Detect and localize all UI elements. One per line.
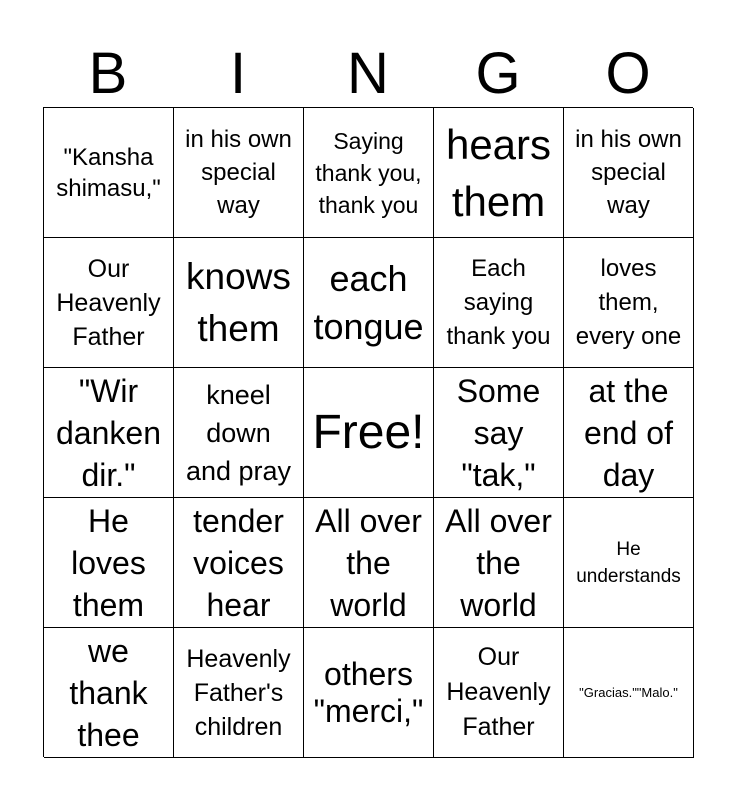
header-letter-g: G bbox=[475, 41, 521, 106]
bingo-cell-n4[interactable]: All over the world bbox=[304, 498, 434, 628]
bingo-cell-b4[interactable]: He loves them bbox=[44, 498, 174, 628]
bingo-cell-g4[interactable]: All over the world bbox=[434, 498, 564, 628]
bingo-cell-free[interactable]: Free! bbox=[304, 368, 434, 498]
bingo-cell-n1[interactable]: Saying thank you, thank you bbox=[304, 108, 434, 238]
bingo-cell-o4[interactable]: He understands bbox=[564, 498, 694, 628]
bingo-grid bbox=[43, 107, 693, 757]
bingo-cell-g5[interactable]: Our Heavenly Father bbox=[434, 628, 564, 758]
bingo-cell-i1[interactable]: in his own special way bbox=[174, 108, 304, 238]
bingo-cell-i3[interactable]: kneel down and pray bbox=[174, 368, 304, 498]
bingo-cell-i5[interactable]: Heavenly Father's children bbox=[174, 628, 304, 758]
header-letter-n: N bbox=[347, 41, 389, 106]
bingo-cell-i2[interactable]: knows them bbox=[174, 238, 304, 368]
bingo-cell-o1[interactable]: in his own special way bbox=[564, 108, 694, 238]
bingo-cell-o5[interactable]: "Gracias.""Malo." bbox=[564, 628, 694, 758]
header-letter-i: I bbox=[229, 41, 247, 106]
bingo-cell-o2[interactable]: loves them, every one bbox=[564, 238, 694, 368]
bingo-cell-o3[interactable]: at the end of day bbox=[564, 368, 694, 498]
bingo-cell-g1[interactable]: hears them bbox=[434, 108, 564, 238]
bingo-cell-b3[interactable]: "Wir danken dir." bbox=[44, 368, 174, 498]
bingo-cell-g2[interactable]: Each saying thank you bbox=[434, 238, 564, 368]
bingo-cell-n5[interactable]: others "merci," bbox=[304, 628, 434, 758]
bingo-cell-b1[interactable]: "Kansha shimasu," bbox=[44, 108, 174, 238]
bingo-cell-g3[interactable]: Some say "tak," bbox=[434, 368, 564, 498]
bingo-header bbox=[43, 40, 693, 108]
bingo-cell-b2[interactable]: Our Heavenly Father bbox=[44, 238, 174, 368]
bingo-cell-n2[interactable]: each tongue bbox=[304, 238, 434, 368]
bingo-cell-b5[interactable]: we thank thee bbox=[44, 628, 174, 758]
header-letter-o: O bbox=[605, 41, 651, 106]
bingo-cell-i4[interactable]: tender voices hear bbox=[174, 498, 304, 628]
header-letter-b: B bbox=[88, 41, 128, 106]
